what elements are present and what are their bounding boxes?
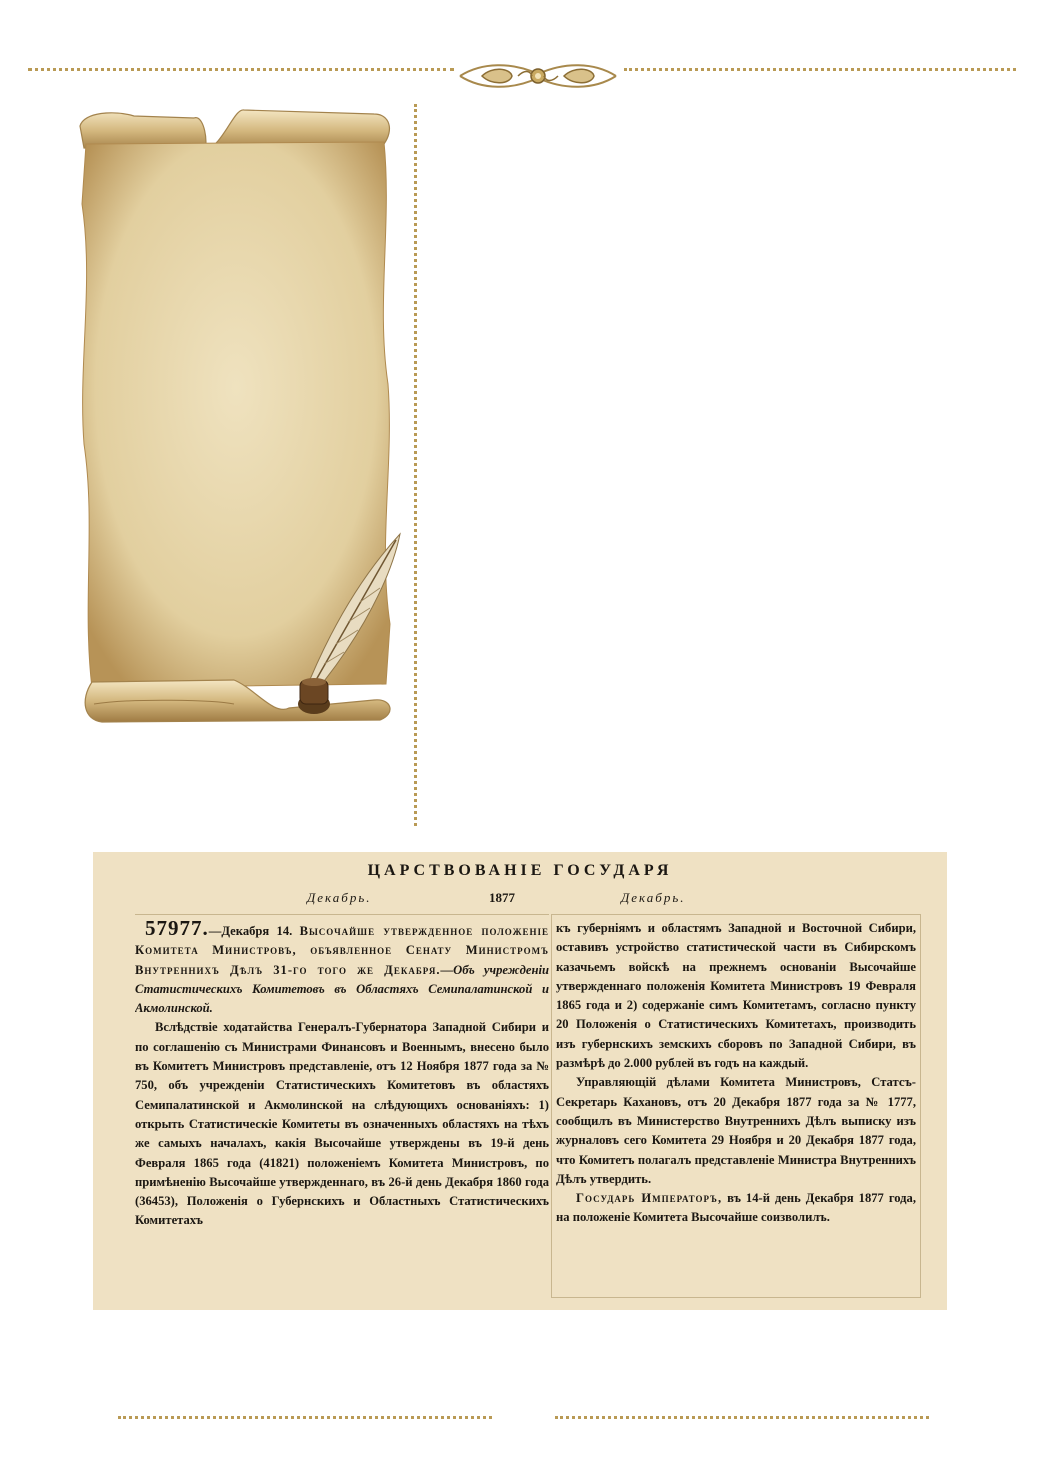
scan-year: 1877 [489,890,515,905]
scan-right-column [551,914,921,1298]
article-date: —Декабря 14. [208,924,293,938]
top-dotted-rule-left [28,68,454,71]
scan-month-left: Декабрь. [307,890,372,905]
archival-page-scan [93,852,947,1310]
scan-month-right: Декабрь. [621,890,686,905]
parchment-scroll-icon [74,104,410,724]
scan-left-column [135,914,549,1309]
vertical-dotted-rule [414,104,417,826]
emperor-caps: Государь Императоръ, [576,1191,723,1206]
article-title: Высочайше утвержденное положенiе Комитета Министровъ, объявленное Сенату Министромъ Внутреннихъ Дѣлъ 31-го того же Декабря. [135,924,549,977]
bottom-dotted-rule-right [555,1416,929,1419]
article-subject: —Объ учрежденiи Статистическихъ Комитетовъ въ Областяхъ Семипалатинской и Акмолинской. [135,962,549,1016]
scroll-flourish-icon [452,58,624,94]
article-number: 57977. [145,916,209,940]
scan-heading: ЦАРСТВОВАНIЕ ГОСУДАРЯ [367,862,673,879]
article-body-right-2: Управляющiй дѣлами Комитета Министровъ, Статсъ-Секретарь Кахановъ, отъ 20 Декабря 1877 года за № 1777, сообщилъ въ Министерство Внутреннихъ Дѣлъ выписку изъ журналовъ сего Комитета 29 Ноября и 20 Декабря 1877 года, что Комитетъ полагалъ представленiе Министра Внутреннихъ Дѣлъ утвердить. [556,1075,916,1186]
bottom-dotted-rule-left [118,1416,492,1419]
top-dotted-rule-right [624,68,1016,71]
article-body-right-3: въ 14-й день Декабря 1877 года, на положенiе Комитета Высочайше соизволилъ. [556,1191,916,1225]
article-body-left: Вслѣдствiе ходатайства Генералъ-Губернатора Западной Сибири и по соглашенiю съ Министрами Финансовъ и Военнымъ, внесено было въ Комитетъ Министровъ представленiе, отъ 12 Ноября 1877 года за № 750, объ учрежденiи Статистическихъ Комитетовъ въ областяхъ Семипалатинской и Акмолинской на слѣдующихъ основанiяхъ: 1) открыть Статистическiе Комитеты въ означенныхъ областяхъ на тѣхъ же самыхъ началахъ, какiя Высочайше утверждены въ 19-й день Февраля 1865 года (41821) положенiемъ Комитета Министровъ, по примѣненiю Высочайше утвержденнаго, въ 26-й день Декабря 1860 года (36453), Положенiя о Губернскихъ и Областныхъ Статистическихъ Комитетахъ [135,1020,549,1228]
article-body-right-1: къ губернiямъ и областямъ Западной и Восточной Сибири, оставивъ устройство статистической части въ Сибирскомъ казачьемъ войскѣ на прежнемъ основанiи Высочайше утвержденнаго положенiя Комитета Министровъ 19 Февраля 1865 года и 2) содержанiе симъ Комитетамъ, согласно пункту 20 Положенiя о Статистическихъ Комитетахъ, производить изъ губернскихъ земскихъ сборовъ по Западной Сибири, въ размѣрѣ до 2.000 рублей въ годъ на каждый. [556,921,916,1071]
